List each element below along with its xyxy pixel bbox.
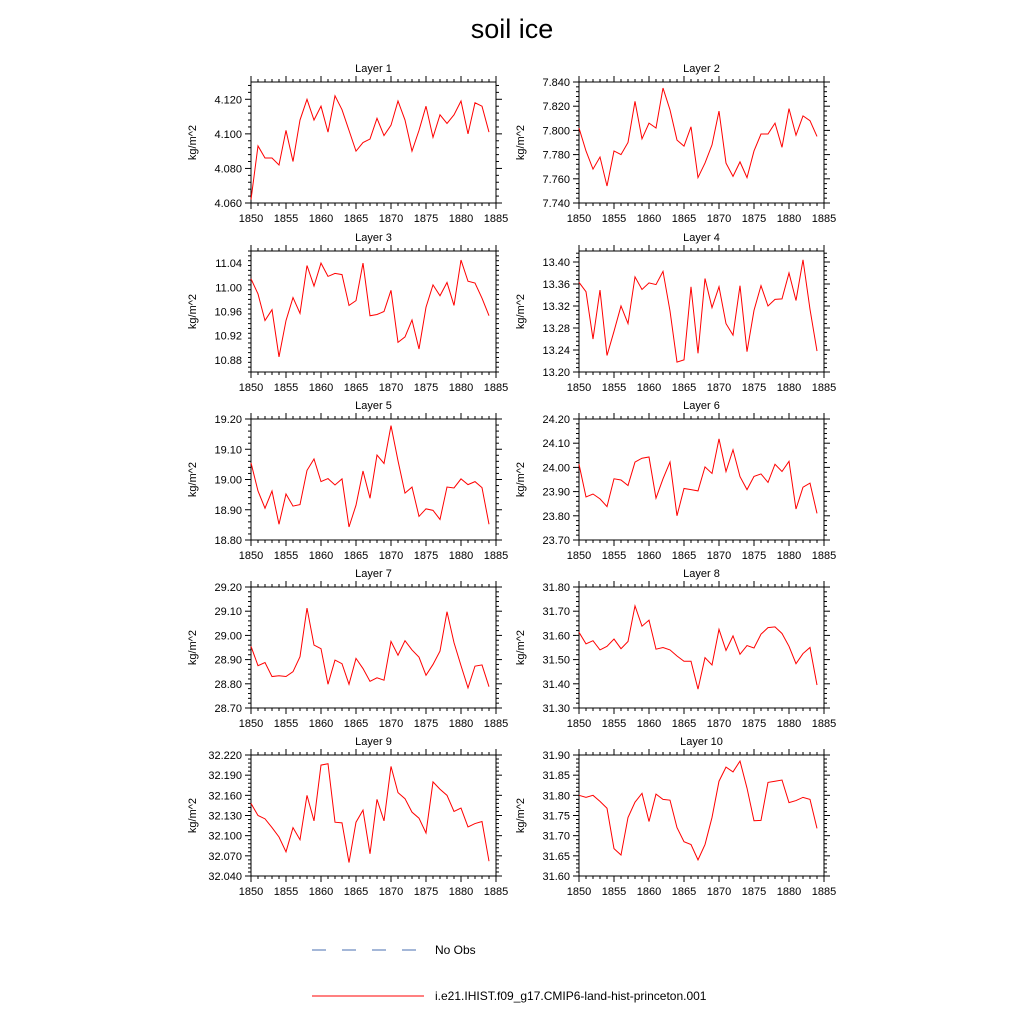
y-tick-label: 23.80 (542, 510, 570, 523)
x-tick-label: 1855 (273, 382, 299, 394)
y-tick-label: 29.10 (214, 606, 242, 619)
x-tick-label: 1860 (636, 382, 662, 394)
y-tick-label: 31.80 (542, 790, 570, 803)
x-tick-label: 1880 (776, 718, 802, 730)
x-tick-label: 1870 (706, 886, 732, 898)
y-tick-label: 10.92 (214, 330, 242, 343)
y-tick-label: 7.760 (542, 173, 570, 186)
x-tick-label: 1880 (776, 886, 802, 898)
series-line (579, 606, 817, 689)
x-tick-label: 1870 (378, 886, 404, 898)
y-tick-label: 4.080 (214, 163, 242, 176)
y-tick-label: 32.160 (208, 790, 242, 803)
y-tick-label: 32.040 (208, 871, 242, 883)
x-tick-label: 1865 (343, 886, 369, 898)
y-tick-label: 29.20 (214, 582, 242, 594)
chart-panel-3 (187, 232, 508, 394)
x-tick-label: 1885 (483, 382, 509, 394)
y-tick-label: 18.80 (214, 535, 242, 547)
y-axis-label: kg/m^2 (187, 293, 199, 330)
y-tick-label: 31.80 (542, 582, 570, 594)
x-tick-label: 1855 (273, 718, 299, 730)
y-tick-label: 29.00 (214, 630, 242, 643)
series-line (579, 260, 817, 362)
chart-panel-5 (187, 400, 508, 562)
y-tick-label: 31.70 (542, 606, 570, 619)
y-tick-label: 31.50 (542, 654, 570, 667)
x-tick-label: 1865 (343, 718, 369, 730)
y-tick-label: 24.10 (542, 438, 570, 451)
y-tick-label: 7.740 (542, 198, 570, 210)
x-tick-label: 1865 (671, 213, 697, 225)
y-tick-label: 4.060 (214, 198, 242, 210)
y-tick-label: 13.32 (542, 301, 570, 313)
y-tick-label: 28.90 (214, 654, 242, 667)
x-tick-label: 1875 (741, 886, 767, 898)
x-tick-label: 1860 (308, 213, 334, 225)
x-tick-label: 1870 (706, 213, 732, 225)
panel-title: Layer 2 (683, 63, 720, 75)
x-tick-label: 1870 (706, 718, 732, 730)
y-axis-label: kg/m^2 (187, 629, 199, 666)
series-line (251, 608, 489, 688)
y-tick-label: 19.10 (214, 444, 242, 457)
chart-panel-4 (515, 232, 836, 394)
y-axis-label: kg/m^2 (187, 124, 199, 161)
x-tick-label: 1870 (378, 718, 404, 730)
x-tick-label: 1850 (238, 550, 264, 562)
x-tick-label: 1850 (238, 213, 264, 225)
y-tick-label: 11.04 (215, 258, 242, 271)
x-tick-label: 1860 (308, 718, 334, 730)
legend (312, 943, 707, 1003)
y-tick-label: 7.820 (542, 101, 570, 114)
y-tick-label: 31.75 (542, 810, 570, 823)
legend-model-label: i.e21.IHIST.f09_g17.CMIP6-land-hist-princeton.001 (435, 989, 707, 1003)
y-tick-label: 23.70 (542, 535, 570, 547)
x-tick-label: 1880 (776, 213, 802, 225)
chart-panel-9 (187, 736, 508, 898)
x-tick-label: 1875 (413, 213, 439, 225)
y-tick-label: 7.780 (542, 149, 570, 162)
y-tick-label: 19.20 (214, 414, 242, 426)
x-tick-label: 1865 (671, 718, 697, 730)
x-tick-label: 1855 (601, 382, 627, 394)
x-tick-label: 1885 (483, 886, 509, 898)
x-tick-label: 1880 (448, 718, 474, 730)
chart-panel-10 (515, 736, 836, 898)
x-tick-label: 1855 (273, 886, 299, 898)
x-tick-label: 1850 (566, 382, 592, 394)
y-tick-label: 28.70 (214, 703, 242, 715)
x-tick-label: 1865 (343, 550, 369, 562)
y-tick-label: 10.96 (214, 306, 242, 319)
x-tick-label: 1875 (741, 213, 767, 225)
x-tick-label: 1875 (741, 718, 767, 730)
y-tick-label: 19.00 (214, 474, 242, 487)
x-tick-label: 1885 (811, 886, 837, 898)
y-tick-label: 11.00 (215, 282, 242, 295)
y-tick-label: 31.60 (542, 630, 570, 643)
x-tick-label: 1850 (566, 886, 592, 898)
panel-title: Layer 3 (355, 232, 392, 244)
y-axis-label: kg/m^2 (515, 124, 527, 161)
plot-frame (251, 587, 496, 708)
series-line (579, 439, 817, 516)
panel-title: Layer 8 (683, 568, 720, 580)
chart-panel-8 (515, 568, 836, 730)
x-tick-label: 1855 (601, 718, 627, 730)
x-tick-label: 1850 (238, 886, 264, 898)
y-tick-label: 32.220 (208, 750, 242, 762)
x-tick-label: 1885 (811, 213, 837, 225)
y-tick-label: 10.88 (214, 354, 242, 367)
x-tick-label: 1875 (741, 550, 767, 562)
x-tick-label: 1875 (741, 382, 767, 394)
x-tick-label: 1850 (238, 718, 264, 730)
x-tick-label: 1880 (448, 886, 474, 898)
panel-title: Layer 7 (355, 568, 392, 580)
y-tick-label: 13.24 (542, 345, 570, 357)
chart-panel-6 (515, 400, 836, 562)
x-tick-label: 1870 (378, 213, 404, 225)
x-tick-label: 1880 (448, 213, 474, 225)
y-axis-label: kg/m^2 (187, 797, 199, 834)
chart-main-title: soil ice (470, 14, 554, 44)
panel-title: Layer 10 (680, 736, 723, 748)
y-tick-label: 31.60 (542, 871, 570, 883)
series-line (251, 426, 489, 527)
x-tick-label: 1860 (636, 550, 662, 562)
y-tick-label: 31.70 (542, 830, 570, 843)
x-tick-label: 1870 (706, 382, 732, 394)
panel-title: Layer 9 (355, 736, 392, 748)
x-tick-label: 1865 (671, 550, 697, 562)
x-tick-label: 1880 (448, 382, 474, 394)
y-tick-label: 13.40 (542, 257, 570, 269)
x-tick-label: 1885 (483, 213, 509, 225)
y-tick-label: 31.90 (542, 750, 570, 762)
x-tick-label: 1865 (343, 213, 369, 225)
x-tick-label: 1870 (378, 550, 404, 562)
x-tick-label: 1885 (811, 382, 837, 394)
series-line (251, 764, 489, 863)
y-tick-label: 13.20 (542, 367, 570, 379)
y-tick-label: 28.80 (214, 678, 242, 691)
y-axis-label: kg/m^2 (515, 461, 527, 498)
x-tick-label: 1850 (566, 213, 592, 225)
y-tick-label: 31.85 (542, 770, 570, 783)
y-tick-label: 7.840 (542, 77, 570, 89)
x-tick-label: 1880 (776, 550, 802, 562)
x-tick-label: 1850 (566, 550, 592, 562)
plot-frame (251, 82, 496, 203)
x-tick-label: 1855 (273, 550, 299, 562)
x-tick-label: 1850 (566, 718, 592, 730)
x-tick-label: 1860 (308, 886, 334, 898)
x-tick-label: 1885 (811, 550, 837, 562)
y-tick-label: 32.100 (208, 830, 242, 843)
chart-panel-2 (515, 63, 836, 225)
x-tick-label: 1885 (811, 718, 837, 730)
x-tick-label: 1855 (273, 213, 299, 225)
plot-frame (251, 755, 496, 876)
y-tick-label: 23.90 (542, 486, 570, 499)
y-tick-label: 18.90 (214, 504, 242, 517)
x-tick-label: 1860 (308, 382, 334, 394)
x-tick-label: 1880 (776, 382, 802, 394)
y-axis-label: kg/m^2 (515, 293, 527, 330)
series-line (251, 96, 489, 200)
y-tick-label: 4.100 (214, 128, 242, 141)
x-tick-label: 1860 (308, 550, 334, 562)
y-axis-label: kg/m^2 (515, 629, 527, 666)
y-tick-label: 32.070 (208, 850, 242, 863)
plot-frame (579, 82, 824, 203)
y-tick-label: 13.36 (542, 279, 570, 291)
x-tick-label: 1870 (378, 382, 404, 394)
x-tick-label: 1865 (671, 886, 697, 898)
series-line (579, 761, 817, 860)
x-tick-label: 1860 (636, 886, 662, 898)
y-tick-label: 31.65 (542, 850, 570, 863)
plot-frame (579, 755, 824, 876)
y-tick-label: 31.40 (542, 678, 570, 691)
chart-panel-1 (187, 63, 508, 225)
y-tick-label: 31.30 (542, 703, 570, 715)
y-axis-label: kg/m^2 (515, 797, 527, 834)
x-tick-label: 1875 (413, 718, 439, 730)
x-tick-label: 1865 (671, 382, 697, 394)
y-tick-label: 32.130 (208, 810, 242, 823)
y-tick-label: 4.120 (214, 94, 242, 107)
y-tick-label: 13.28 (542, 323, 570, 335)
x-tick-label: 1855 (601, 886, 627, 898)
x-tick-label: 1855 (601, 213, 627, 225)
chart-panel-7 (187, 568, 508, 730)
y-tick-label: 24.00 (542, 462, 570, 475)
panel-title: Layer 5 (355, 400, 392, 412)
x-tick-label: 1880 (448, 550, 474, 562)
series-line (251, 260, 489, 357)
x-tick-label: 1850 (238, 382, 264, 394)
x-tick-label: 1875 (413, 550, 439, 562)
x-tick-label: 1875 (413, 886, 439, 898)
y-tick-label: 24.20 (542, 414, 570, 426)
x-tick-label: 1875 (413, 382, 439, 394)
x-tick-label: 1860 (636, 718, 662, 730)
panel-title: Layer 4 (683, 232, 720, 244)
panel-title: Layer 1 (355, 63, 392, 75)
series-line (579, 88, 817, 186)
y-tick-label: 32.190 (208, 770, 242, 783)
x-tick-label: 1865 (343, 382, 369, 394)
x-tick-label: 1855 (601, 550, 627, 562)
legend-obs-label: No Obs (435, 943, 476, 957)
x-tick-label: 1885 (483, 550, 509, 562)
x-tick-label: 1885 (483, 718, 509, 730)
x-tick-label: 1870 (706, 550, 732, 562)
panel-title: Layer 6 (683, 400, 720, 412)
y-axis-label: kg/m^2 (187, 461, 199, 498)
y-tick-label: 7.800 (542, 125, 570, 138)
x-tick-label: 1860 (636, 213, 662, 225)
plot-frame (579, 587, 824, 708)
